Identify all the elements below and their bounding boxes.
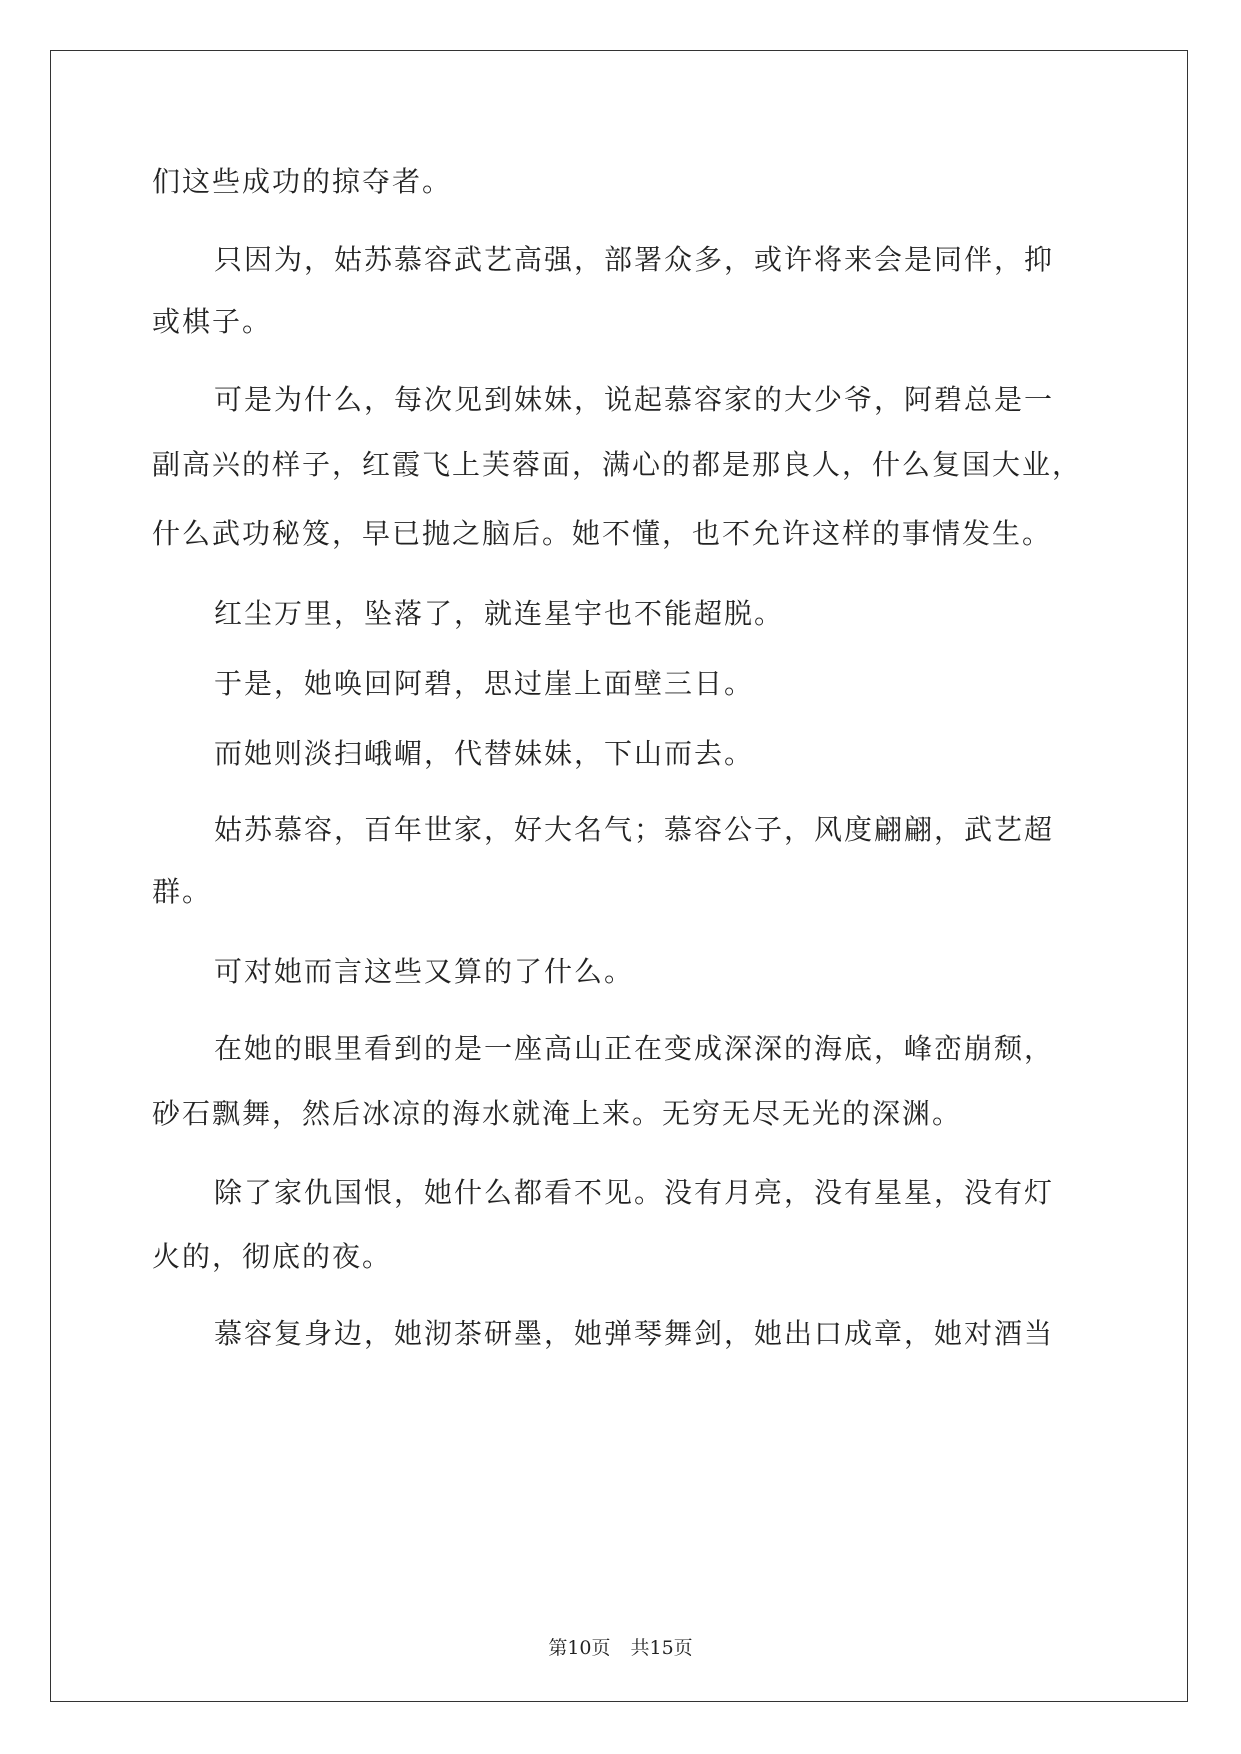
text-line: 砂石飘舞，然后冰凉的海水就淹上来。无穷无尽无光的深渊。 <box>152 1097 963 1130</box>
text-line: 慕容复身边，她沏茶研墨，她弹琴舞剑，她出口成章，她对酒当 <box>214 1317 1055 1350</box>
page-border <box>50 50 1188 1702</box>
text-line: 红尘万里，坠落了，就连星宇也不能超脱。 <box>214 597 785 630</box>
text-line: 可对她而言这些又算的了什么。 <box>214 955 635 988</box>
text-line: 姑苏慕容，百年世家，好大名气；慕容公子，风度翩翩，武艺超 <box>214 813 1055 846</box>
text-line: 可是为什么，每次见到妹妹，说起慕容家的大少爷，阿碧总是一 <box>214 383 1055 416</box>
text-line: 或棋子。 <box>152 305 273 338</box>
text-line: 在她的眼里看到的是一座高山正在变成深深的海底，峰峦崩颓， <box>214 1032 1055 1065</box>
page-total: 共15页 <box>630 1637 693 1659</box>
text-line: 副高兴的样子，红霞飞上芙蓉面，满心的都是那良人，什么复国大业， <box>152 448 1083 481</box>
text-line: 而她则淡扫峨嵋，代替妹妹，下山而去。 <box>214 737 755 770</box>
page-footer <box>0 1633 1241 1660</box>
text-line: 们这些成功的掠夺者。 <box>152 165 453 198</box>
text-line: 除了家仇国恨，她什么都看不见。没有月亮，没有星星，没有灯 <box>214 1176 1055 1209</box>
page-number: 第10页 <box>548 1637 611 1659</box>
text-line: 于是，她唤回阿碧，思过崖上面壁三日。 <box>214 667 755 700</box>
text-line: 火的，彻底的夜。 <box>152 1240 393 1273</box>
text-line: 只因为，姑苏慕容武艺高强，部署众多，或许将来会是同伴，抑 <box>214 243 1055 276</box>
text-line: 群。 <box>152 875 213 908</box>
text-line: 什么武功秘笈，早已抛之脑后。她不懂，也不允许这样的事情发生。 <box>152 517 1053 550</box>
